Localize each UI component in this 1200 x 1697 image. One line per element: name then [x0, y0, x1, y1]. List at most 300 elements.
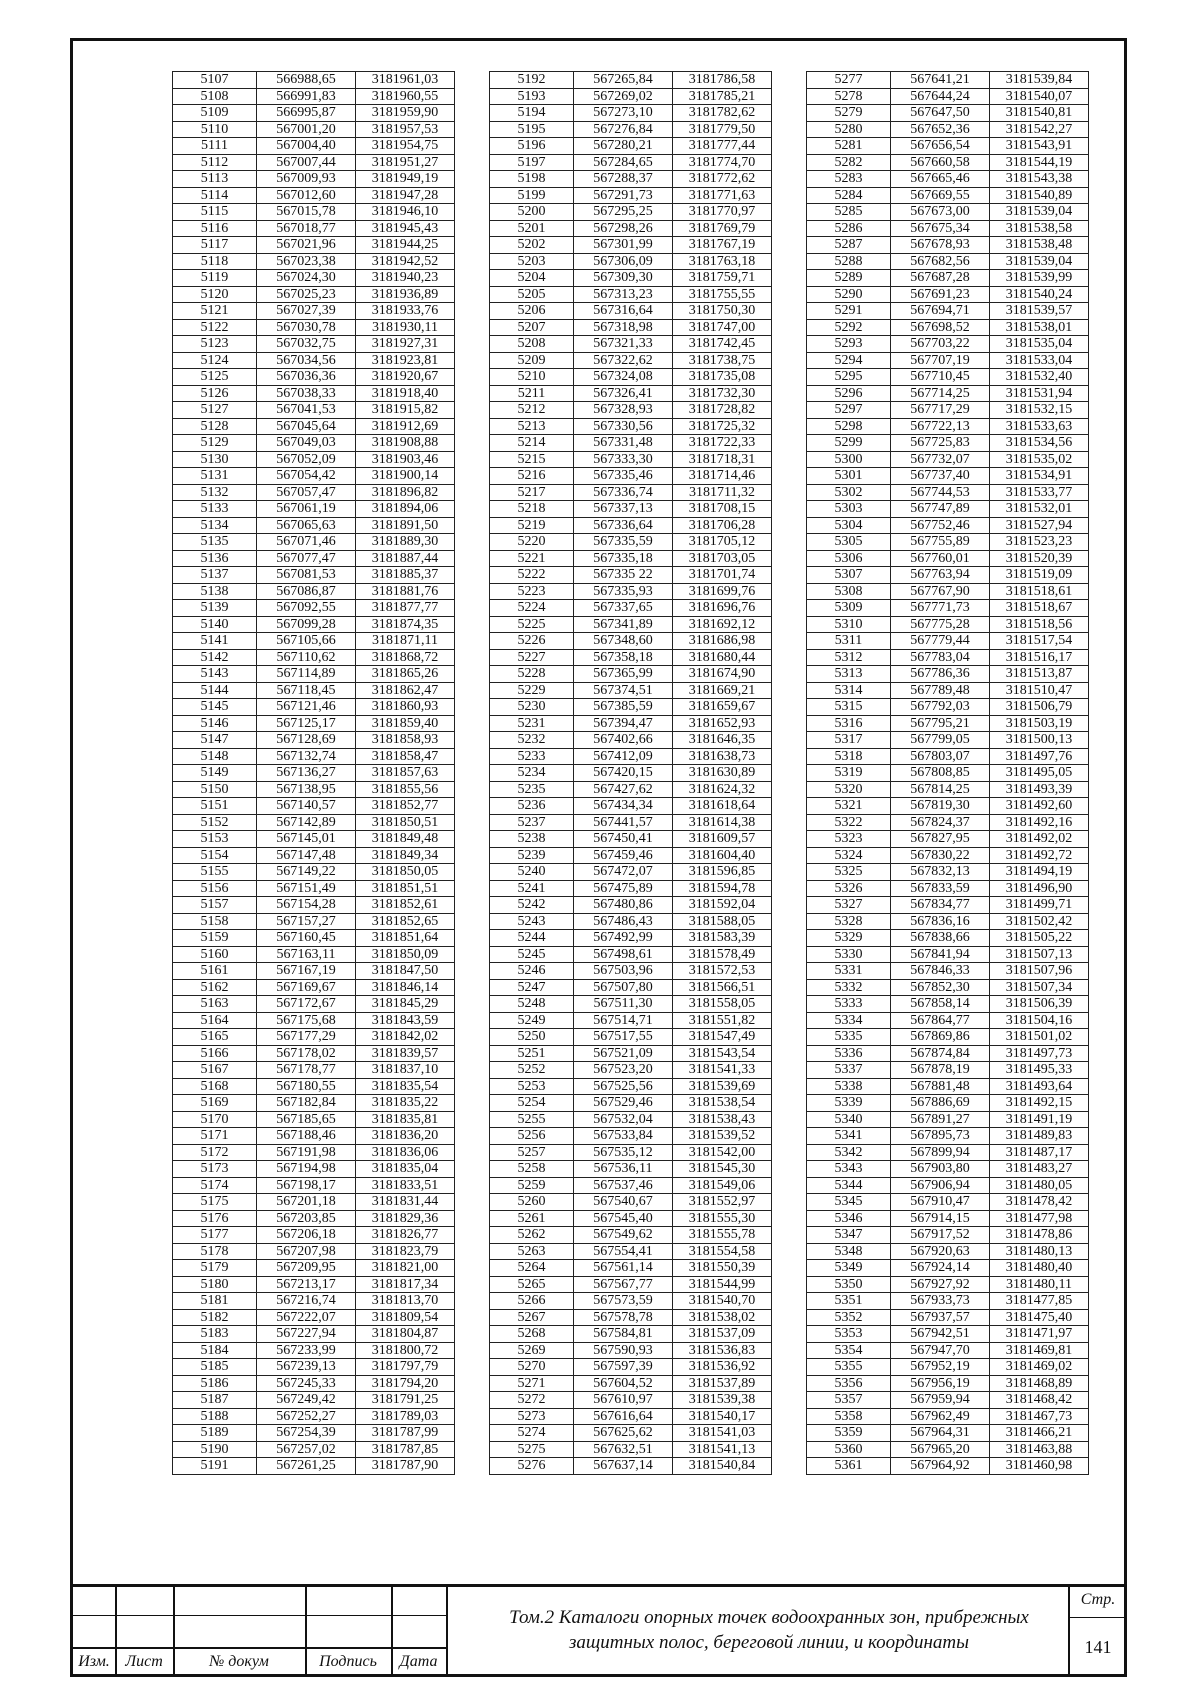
table-row — [807, 748, 1089, 765]
table-row — [807, 1210, 1089, 1227]
table-row — [173, 1276, 455, 1293]
point-number-cell: 5250 — [490, 1029, 574, 1046]
table-row — [490, 946, 772, 963]
table-row — [173, 1128, 455, 1145]
x-coordinate-cell: 567910,47 — [891, 1194, 990, 1211]
point-number-cell: 5243 — [490, 913, 574, 930]
stamp-divider — [446, 1587, 448, 1674]
table-row — [490, 765, 772, 782]
y-coordinate-cell: 3181555,30 — [673, 1210, 772, 1227]
point-number-cell: 5238 — [490, 831, 574, 848]
y-coordinate-cell: 3181960,55 — [356, 88, 455, 105]
table-row — [173, 253, 455, 270]
table-row — [173, 1062, 455, 1079]
point-number-cell: 5165 — [173, 1029, 257, 1046]
x-coordinate-cell: 567604,52 — [574, 1375, 673, 1392]
y-coordinate-cell: 3181944,25 — [356, 237, 455, 254]
point-number-cell: 5261 — [490, 1210, 574, 1227]
point-number-cell: 5155 — [173, 864, 257, 881]
table-row — [490, 1111, 772, 1128]
table-row — [807, 765, 1089, 782]
x-coordinate-cell: 567744,53 — [891, 484, 990, 501]
table-row — [807, 864, 1089, 881]
y-coordinate-cell: 3181927,31 — [356, 336, 455, 353]
y-coordinate-cell: 3181578,49 — [673, 946, 772, 963]
y-coordinate-cell: 3181947,28 — [356, 187, 455, 204]
point-number-cell: 5349 — [807, 1260, 891, 1277]
y-coordinate-cell: 3181500,13 — [990, 732, 1089, 749]
x-coordinate-cell: 567001,20 — [257, 121, 356, 138]
y-coordinate-cell: 3181487,17 — [990, 1144, 1089, 1161]
x-coordinate-cell: 567532,04 — [574, 1111, 673, 1128]
y-coordinate-cell: 3181493,39 — [990, 781, 1089, 798]
y-coordinate-cell: 3181858,47 — [356, 748, 455, 765]
y-coordinate-cell: 3181959,90 — [356, 105, 455, 122]
y-coordinate-cell: 3181539,04 — [990, 253, 1089, 270]
point-number-cell: 5144 — [173, 682, 257, 699]
y-coordinate-cell: 3181862,47 — [356, 682, 455, 699]
y-coordinate-cell: 3181540,07 — [990, 88, 1089, 105]
x-coordinate-cell: 567486,43 — [574, 913, 673, 930]
x-coordinate-cell: 567291,73 — [574, 187, 673, 204]
table-row — [173, 732, 455, 749]
point-number-cell: 5323 — [807, 831, 891, 848]
point-number-cell: 5317 — [807, 732, 891, 749]
table-row — [490, 682, 772, 699]
x-coordinate-cell: 567057,47 — [257, 484, 356, 501]
point-number-cell: 5183 — [173, 1326, 257, 1343]
x-coordinate-cell: 567276,84 — [574, 121, 673, 138]
y-coordinate-cell: 3181787,85 — [356, 1441, 455, 1458]
x-coordinate-cell: 567803,07 — [891, 748, 990, 765]
point-number-cell: 5156 — [173, 880, 257, 897]
point-number-cell: 5294 — [807, 352, 891, 369]
x-coordinate-cell: 567110,62 — [257, 649, 356, 666]
table-row — [173, 534, 455, 551]
y-coordinate-cell: 3181543,91 — [990, 138, 1089, 155]
y-coordinate-cell: 3181469,02 — [990, 1359, 1089, 1376]
table-row — [807, 484, 1089, 501]
point-number-cell: 5251 — [490, 1045, 574, 1062]
x-coordinate-cell: 567722,13 — [891, 418, 990, 435]
table-row — [490, 1326, 772, 1343]
table-row — [807, 699, 1089, 716]
y-coordinate-cell: 3181492,60 — [990, 798, 1089, 815]
point-number-cell: 5127 — [173, 402, 257, 419]
x-coordinate-cell: 567309,30 — [574, 270, 673, 287]
x-coordinate-cell: 567201,18 — [257, 1194, 356, 1211]
table-row — [173, 319, 455, 336]
table-row — [807, 1177, 1089, 1194]
y-coordinate-cell: 3181855,56 — [356, 781, 455, 798]
y-coordinate-cell: 3181604,40 — [673, 847, 772, 864]
x-coordinate-cell: 567099,28 — [257, 616, 356, 633]
x-coordinate-cell: 567869,86 — [891, 1029, 990, 1046]
point-number-cell: 5149 — [173, 765, 257, 782]
point-number-cell: 5303 — [807, 501, 891, 518]
y-coordinate-cell: 3181477,98 — [990, 1210, 1089, 1227]
table-row — [490, 418, 772, 435]
y-coordinate-cell: 3181572,53 — [673, 963, 772, 980]
y-coordinate-cell: 3181809,54 — [356, 1309, 455, 1326]
point-number-cell: 5239 — [490, 847, 574, 864]
point-number-cell: 5242 — [490, 897, 574, 914]
table-row — [173, 1326, 455, 1343]
point-number-cell: 5215 — [490, 451, 574, 468]
y-coordinate-cell: 3181845,29 — [356, 996, 455, 1013]
table-row — [173, 1194, 455, 1211]
point-number-cell: 5171 — [173, 1128, 257, 1145]
point-number-cell: 5355 — [807, 1359, 891, 1376]
y-coordinate-cell: 3181699,76 — [673, 583, 772, 600]
table-row — [490, 666, 772, 683]
table-row — [807, 963, 1089, 980]
point-number-cell: 5285 — [807, 204, 891, 221]
point-number-cell: 5272 — [490, 1392, 574, 1409]
x-coordinate-cell: 567273,10 — [574, 105, 673, 122]
point-number-cell: 5313 — [807, 666, 891, 683]
table-row — [173, 204, 455, 221]
x-coordinate-cell: 567322,62 — [574, 352, 673, 369]
point-number-cell: 5311 — [807, 633, 891, 650]
table-row — [490, 798, 772, 815]
x-coordinate-cell: 567121,46 — [257, 699, 356, 716]
point-number-cell: 5125 — [173, 369, 257, 386]
y-coordinate-cell: 3181538,43 — [673, 1111, 772, 1128]
point-number-cell: 5336 — [807, 1045, 891, 1062]
point-number-cell: 5193 — [490, 88, 574, 105]
y-coordinate-cell: 3181477,85 — [990, 1293, 1089, 1310]
table-row — [807, 1128, 1089, 1145]
table-row — [490, 88, 772, 105]
y-coordinate-cell: 3181551,82 — [673, 1012, 772, 1029]
y-coordinate-cell: 3181592,04 — [673, 897, 772, 914]
y-coordinate-cell: 3181865,26 — [356, 666, 455, 683]
table-row — [490, 699, 772, 716]
x-coordinate-cell: 567245,33 — [257, 1375, 356, 1392]
x-coordinate-cell: 567301,99 — [574, 237, 673, 254]
y-coordinate-cell: 3181849,48 — [356, 831, 455, 848]
table-row — [490, 1128, 772, 1145]
table-row — [490, 1227, 772, 1244]
table-row — [173, 864, 455, 881]
table-row — [490, 979, 772, 996]
table-row — [490, 715, 772, 732]
y-coordinate-cell: 3181735,08 — [673, 369, 772, 386]
point-number-cell: 5277 — [807, 72, 891, 89]
x-coordinate-cell: 567691,23 — [891, 286, 990, 303]
table-row — [490, 1177, 772, 1194]
table-row — [173, 963, 455, 980]
table-row — [807, 1276, 1089, 1293]
y-coordinate-cell: 3181523,23 — [990, 534, 1089, 551]
y-coordinate-cell: 3181527,94 — [990, 517, 1089, 534]
x-coordinate-cell: 567540,67 — [574, 1194, 673, 1211]
y-coordinate-cell: 3181933,76 — [356, 303, 455, 320]
point-number-cell: 5132 — [173, 484, 257, 501]
page-label: Стр. — [1080, 1591, 1116, 1608]
x-coordinate-cell: 567348,60 — [574, 633, 673, 650]
x-coordinate-cell: 567610,97 — [574, 1392, 673, 1409]
point-number-cell: 5306 — [807, 550, 891, 567]
table-row — [490, 600, 772, 617]
x-coordinate-cell: 566991,83 — [257, 88, 356, 105]
point-number-cell: 5231 — [490, 715, 574, 732]
coordinate-table-3 — [806, 71, 1089, 1475]
y-coordinate-cell: 3181460,98 — [990, 1458, 1089, 1475]
x-coordinate-cell: 567450,41 — [574, 831, 673, 848]
x-coordinate-cell: 567942,51 — [891, 1326, 990, 1343]
y-coordinate-cell: 3181539,57 — [990, 303, 1089, 320]
x-coordinate-cell: 567878,19 — [891, 1062, 990, 1079]
table-row — [807, 847, 1089, 864]
table-row — [807, 88, 1089, 105]
x-coordinate-cell: 567335,46 — [574, 468, 673, 485]
y-coordinate-cell: 3181518,56 — [990, 616, 1089, 633]
x-coordinate-cell: 567914,15 — [891, 1210, 990, 1227]
table-row — [173, 1375, 455, 1392]
y-coordinate-cell: 3181779,50 — [673, 121, 772, 138]
table-row — [490, 1062, 772, 1079]
x-coordinate-cell: 567254,39 — [257, 1425, 356, 1442]
table-row — [490, 1029, 772, 1046]
y-coordinate-cell: 3181594,78 — [673, 880, 772, 897]
point-number-cell: 5150 — [173, 781, 257, 798]
x-coordinate-cell: 567714,25 — [891, 385, 990, 402]
point-number-cell: 5247 — [490, 979, 574, 996]
y-coordinate-cell: 3181703,05 — [673, 550, 772, 567]
table-row — [807, 781, 1089, 798]
x-coordinate-cell: 567834,77 — [891, 897, 990, 914]
table-row — [807, 732, 1089, 749]
point-number-cell: 5307 — [807, 567, 891, 584]
y-coordinate-cell: 3181835,04 — [356, 1161, 455, 1178]
table-row — [173, 105, 455, 122]
table-row — [173, 501, 455, 518]
x-coordinate-cell: 567698,52 — [891, 319, 990, 336]
x-coordinate-cell: 567517,55 — [574, 1029, 673, 1046]
table-row — [490, 583, 772, 600]
x-coordinate-cell: 567203,85 — [257, 1210, 356, 1227]
y-coordinate-cell: 3181821,00 — [356, 1260, 455, 1277]
point-number-cell: 5290 — [807, 286, 891, 303]
stamp-row-line — [73, 1647, 446, 1649]
y-coordinate-cell: 3181787,90 — [356, 1458, 455, 1475]
y-coordinate-cell: 3181835,22 — [356, 1095, 455, 1112]
y-coordinate-cell: 3181831,44 — [356, 1194, 455, 1211]
point-number-cell: 5114 — [173, 187, 257, 204]
point-number-cell: 5135 — [173, 534, 257, 551]
point-number-cell: 5350 — [807, 1276, 891, 1293]
x-coordinate-cell: 567937,57 — [891, 1309, 990, 1326]
point-number-cell: 5123 — [173, 336, 257, 353]
x-coordinate-cell: 567917,52 — [891, 1227, 990, 1244]
y-coordinate-cell: 3181519,09 — [990, 567, 1089, 584]
point-number-cell: 5235 — [490, 781, 574, 798]
x-coordinate-cell: 567737,40 — [891, 468, 990, 485]
table-row — [173, 1458, 455, 1475]
y-coordinate-cell: 3181850,05 — [356, 864, 455, 881]
y-coordinate-cell: 3181492,02 — [990, 831, 1089, 848]
table-row — [173, 847, 455, 864]
y-coordinate-cell: 3181506,39 — [990, 996, 1089, 1013]
point-number-cell: 5358 — [807, 1408, 891, 1425]
y-coordinate-cell: 3181789,03 — [356, 1408, 455, 1425]
page-number: 141 — [1084, 1637, 1112, 1657]
table-row — [807, 1111, 1089, 1128]
table-row — [807, 1359, 1089, 1376]
y-coordinate-cell: 3181624,32 — [673, 781, 772, 798]
table-row — [173, 270, 455, 287]
table-row — [807, 1375, 1089, 1392]
y-coordinate-cell: 3181714,46 — [673, 468, 772, 485]
y-coordinate-cell: 3181533,77 — [990, 484, 1089, 501]
table-row — [490, 171, 772, 188]
x-coordinate-cell: 567578,78 — [574, 1309, 673, 1326]
point-number-cell: 5256 — [490, 1128, 574, 1145]
x-coordinate-cell: 567492,99 — [574, 930, 673, 947]
table-row — [807, 1095, 1089, 1112]
y-coordinate-cell: 3181638,73 — [673, 748, 772, 765]
x-coordinate-cell: 567786,36 — [891, 666, 990, 683]
y-coordinate-cell: 3181540,24 — [990, 286, 1089, 303]
table-row — [807, 303, 1089, 320]
point-number-cell: 5337 — [807, 1062, 891, 1079]
point-number-cell: 5320 — [807, 781, 891, 798]
table-row — [173, 1012, 455, 1029]
point-number-cell: 5162 — [173, 979, 257, 996]
x-coordinate-cell: 567427,62 — [574, 781, 673, 798]
point-number-cell: 5309 — [807, 600, 891, 617]
point-number-cell: 5176 — [173, 1210, 257, 1227]
y-coordinate-cell: 3181545,30 — [673, 1161, 772, 1178]
y-coordinate-cell: 3181804,87 — [356, 1326, 455, 1343]
point-number-cell: 5292 — [807, 319, 891, 336]
point-number-cell: 5260 — [490, 1194, 574, 1211]
point-number-cell: 5249 — [490, 1012, 574, 1029]
point-number-cell: 5157 — [173, 897, 257, 914]
point-number-cell: 5213 — [490, 418, 574, 435]
y-coordinate-cell: 3181516,17 — [990, 649, 1089, 666]
x-coordinate-cell: 567833,59 — [891, 880, 990, 897]
x-coordinate-cell: 567394,47 — [574, 715, 673, 732]
table-row — [807, 666, 1089, 683]
table-row — [490, 567, 772, 584]
point-number-cell: 5333 — [807, 996, 891, 1013]
y-coordinate-cell: 3181566,51 — [673, 979, 772, 996]
table-row — [490, 270, 772, 287]
y-coordinate-cell: 3181889,30 — [356, 534, 455, 551]
table-row — [173, 781, 455, 798]
y-coordinate-cell: 3181852,65 — [356, 913, 455, 930]
y-coordinate-cell: 3181499,71 — [990, 897, 1089, 914]
x-coordinate-cell: 567239,13 — [257, 1359, 356, 1376]
table-row — [173, 946, 455, 963]
table-row — [173, 468, 455, 485]
y-coordinate-cell: 3181850,51 — [356, 814, 455, 831]
y-coordinate-cell: 3181728,82 — [673, 402, 772, 419]
x-coordinate-cell: 567891,27 — [891, 1111, 990, 1128]
x-coordinate-cell: 567632,51 — [574, 1441, 673, 1458]
y-coordinate-cell: 3181538,02 — [673, 1309, 772, 1326]
x-coordinate-cell: 567004,40 — [257, 138, 356, 155]
point-number-cell: 5284 — [807, 187, 891, 204]
point-number-cell: 5241 — [490, 880, 574, 897]
table-row — [490, 121, 772, 138]
point-number-cell: 5315 — [807, 699, 891, 716]
point-number-cell: 5240 — [490, 864, 574, 881]
y-coordinate-cell: 3181492,15 — [990, 1095, 1089, 1112]
point-number-cell: 5308 — [807, 583, 891, 600]
x-coordinate-cell: 567933,73 — [891, 1293, 990, 1310]
table-row — [490, 187, 772, 204]
x-coordinate-cell: 567335,93 — [574, 583, 673, 600]
table-row — [173, 1309, 455, 1326]
x-coordinate-cell: 567335 22 — [574, 567, 673, 584]
x-coordinate-cell: 567789,48 — [891, 682, 990, 699]
point-number-cell: 5141 — [173, 633, 257, 650]
table-row — [807, 72, 1089, 89]
table-row — [490, 1293, 772, 1310]
y-coordinate-cell: 3181835,54 — [356, 1078, 455, 1095]
point-number-cell: 5197 — [490, 154, 574, 171]
x-coordinate-cell: 567198,17 — [257, 1177, 356, 1194]
x-coordinate-cell: 567644,24 — [891, 88, 990, 105]
point-number-cell: 5207 — [490, 319, 574, 336]
x-coordinate-cell: 567678,93 — [891, 237, 990, 254]
table-row — [173, 517, 455, 534]
stamp-label-doc-number: № докум — [209, 1653, 269, 1670]
table-row — [173, 831, 455, 848]
point-number-cell: 5204 — [490, 270, 574, 287]
x-coordinate-cell: 567331,48 — [574, 435, 673, 452]
table-row — [490, 534, 772, 551]
point-number-cell: 5137 — [173, 567, 257, 584]
point-number-cell: 5113 — [173, 171, 257, 188]
y-coordinate-cell: 3181596,85 — [673, 864, 772, 881]
table-row — [807, 567, 1089, 584]
x-coordinate-cell: 567105,66 — [257, 633, 356, 650]
x-coordinate-cell: 567151,49 — [257, 880, 356, 897]
x-coordinate-cell: 567514,71 — [574, 1012, 673, 1029]
y-coordinate-cell: 3181945,43 — [356, 220, 455, 237]
x-coordinate-cell: 567755,89 — [891, 534, 990, 551]
x-coordinate-cell: 567799,05 — [891, 732, 990, 749]
y-coordinate-cell: 3181823,79 — [356, 1243, 455, 1260]
y-coordinate-cell: 3181874,35 — [356, 616, 455, 633]
table-row — [173, 1111, 455, 1128]
y-coordinate-cell: 3181767,19 — [673, 237, 772, 254]
y-coordinate-cell: 3181543,38 — [990, 171, 1089, 188]
x-coordinate-cell: 567886,69 — [891, 1095, 990, 1112]
point-number-cell: 5289 — [807, 270, 891, 287]
y-coordinate-cell: 3181708,15 — [673, 501, 772, 518]
x-coordinate-cell: 567052,09 — [257, 451, 356, 468]
y-coordinate-cell: 3181957,53 — [356, 121, 455, 138]
table-row — [490, 963, 772, 980]
point-number-cell: 5244 — [490, 930, 574, 947]
point-number-cell: 5148 — [173, 748, 257, 765]
x-coordinate-cell: 567167,19 — [257, 963, 356, 980]
table-row — [490, 204, 772, 221]
point-number-cell: 5324 — [807, 847, 891, 864]
x-coordinate-cell: 567163,11 — [257, 946, 356, 963]
table-row — [807, 1045, 1089, 1062]
point-number-cell: 5129 — [173, 435, 257, 452]
table-row — [173, 138, 455, 155]
table-row — [490, 352, 772, 369]
table-row — [490, 286, 772, 303]
